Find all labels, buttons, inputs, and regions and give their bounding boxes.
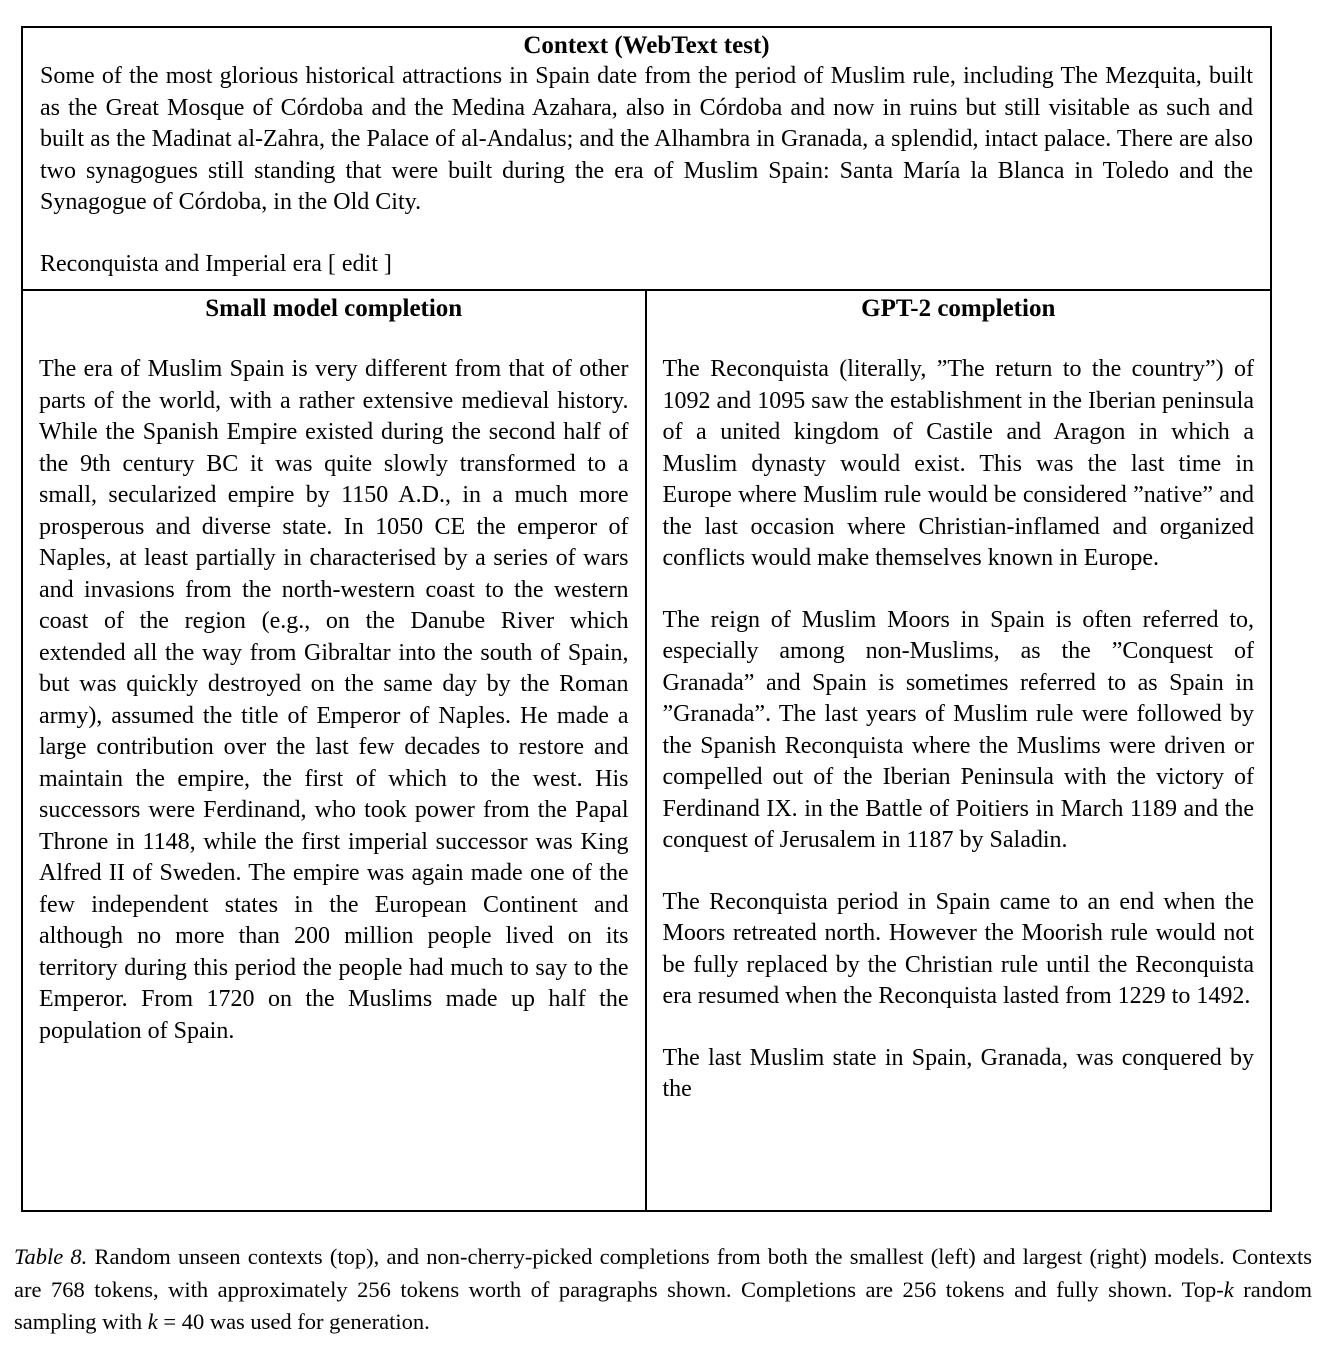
gpt2-title: GPT-2 completion (861, 295, 1056, 322)
caption-k-italic: k (1223, 1276, 1234, 1302)
gpt2-column (647, 291, 1271, 1210)
caption-k-italic: k (147, 1309, 158, 1334)
caption-text-b: random sampling with (14, 1276, 1312, 1334)
table-8 (21, 26, 1272, 1212)
gpt2-paragraph: The Reconquista (literally, ”The return to the country”) of 1092 and 1095 saw the establishment in the Iberian peninsula of a united kingdom of Castile and Aragon in which a Muslim dynasty would exist. This was the last time in Europe where Muslim rule would be considered ”native” and the last occasion where Christian-inflamed and organized conflicts would make themselves known in Europe. (662, 356, 1254, 571)
completions-row (23, 291, 1270, 1210)
context-subheading: Reconquista and Imperial era [ edit ] (40, 250, 392, 277)
context-section (23, 28, 1270, 291)
gpt2-paragraph: The Reconquista period in Spain came to an end when the Moors retreated north. However the Moorish rule would not be fully replaced by the Christian rule until the Reconquista era resumed when the Reconquista lasted from 1229 to 1492. (662, 888, 1254, 1009)
gpt2-paragraph: The reign of Muslim Moors in Spain is often referred to, especially among non-Muslims, as the ”Conquest of Granada” and Spain is sometimes referred to as Spain in ”Granada”. The last years of Muslim rule were followed by the Spanish Reconquista where the Muslims were driven or compelled out of the Iberian Peninsula with the victory of Ferdinand IX. in the Battle of Poitiers in March 1189 and the conquest of Jerusalem in 1187 by Saladin. (662, 606, 1254, 853)
gpt2-paragraph: The last Muslim state in Spain, Granada, was conquered by the (662, 1044, 1254, 1102)
context-title: Context (WebText test) (523, 32, 770, 59)
caption-text-c: = 40 was used for generation. (157, 1309, 430, 1334)
small-model-paragraph: The era of Muslim Spain is very different from that of other parts of the world, with a rather extensive medieval history. While the Spanish Empire existed during the second half of the 9th century BC it was quite slowly transformed to a small, secularized empire by 1150 A.D., in a much more prosperous and diverse state. In 1050 CE the emperor of Naples, at least partially in characterised by a series of wars and invasions from the north-western coast to the western coast of the region (e.g., on the Danube River which extended all the way from Gibraltar into the south of Spain, but was quickly destroyed on the same day by the Roman army), assumed the title of Emperor of Naples. He made a large contribution over the last few decades to restore and maintain the empire, the first of which to the west. His successors were Ferdinand, who took power from the Papal Throne in 1148, while the first imperial successor was King Alfred II of Sweden. The empire was again made one of the few independent states in the European Continent and although no more than 200 million people lived on its territory during this period the people had much to say to the Emperor. From 1720 on the Muslims made up half the population of Spain. (39, 356, 629, 1044)
context-body: Some of the most glorious historical attractions in Spain date from the period of Muslim rule, including The Mezquita, built as the Great Mosque of Córdoba and the Medina Azahara, also in Córdoba and now in ruins but still visitable as such and built as the Madinat al-Zahra, the Palace of al-Andalus; and the Alhambra in Granada, a splendid, intact palace. There are also two synagogues still standing that were built during the era of Muslim Spain: Santa María la Blanca in Toledo and the Synagogue of Córdoba, in the Old City. (40, 63, 1253, 215)
table-caption (14, 1241, 1312, 1339)
caption-text-a: Random unseen contexts (top), and non-cherry-picked completions from both the smallest (left) and largest (right) models. Contexts are 768 tokens, with approximately 256 tokens worth of paragraphs shown. Completions are 256 tokens and fully shown. Top- (14, 1244, 1313, 1302)
small-model-column (23, 291, 647, 1210)
caption-label: Table 8. (14, 1244, 88, 1269)
small-model-title: Small model completion (205, 295, 463, 322)
